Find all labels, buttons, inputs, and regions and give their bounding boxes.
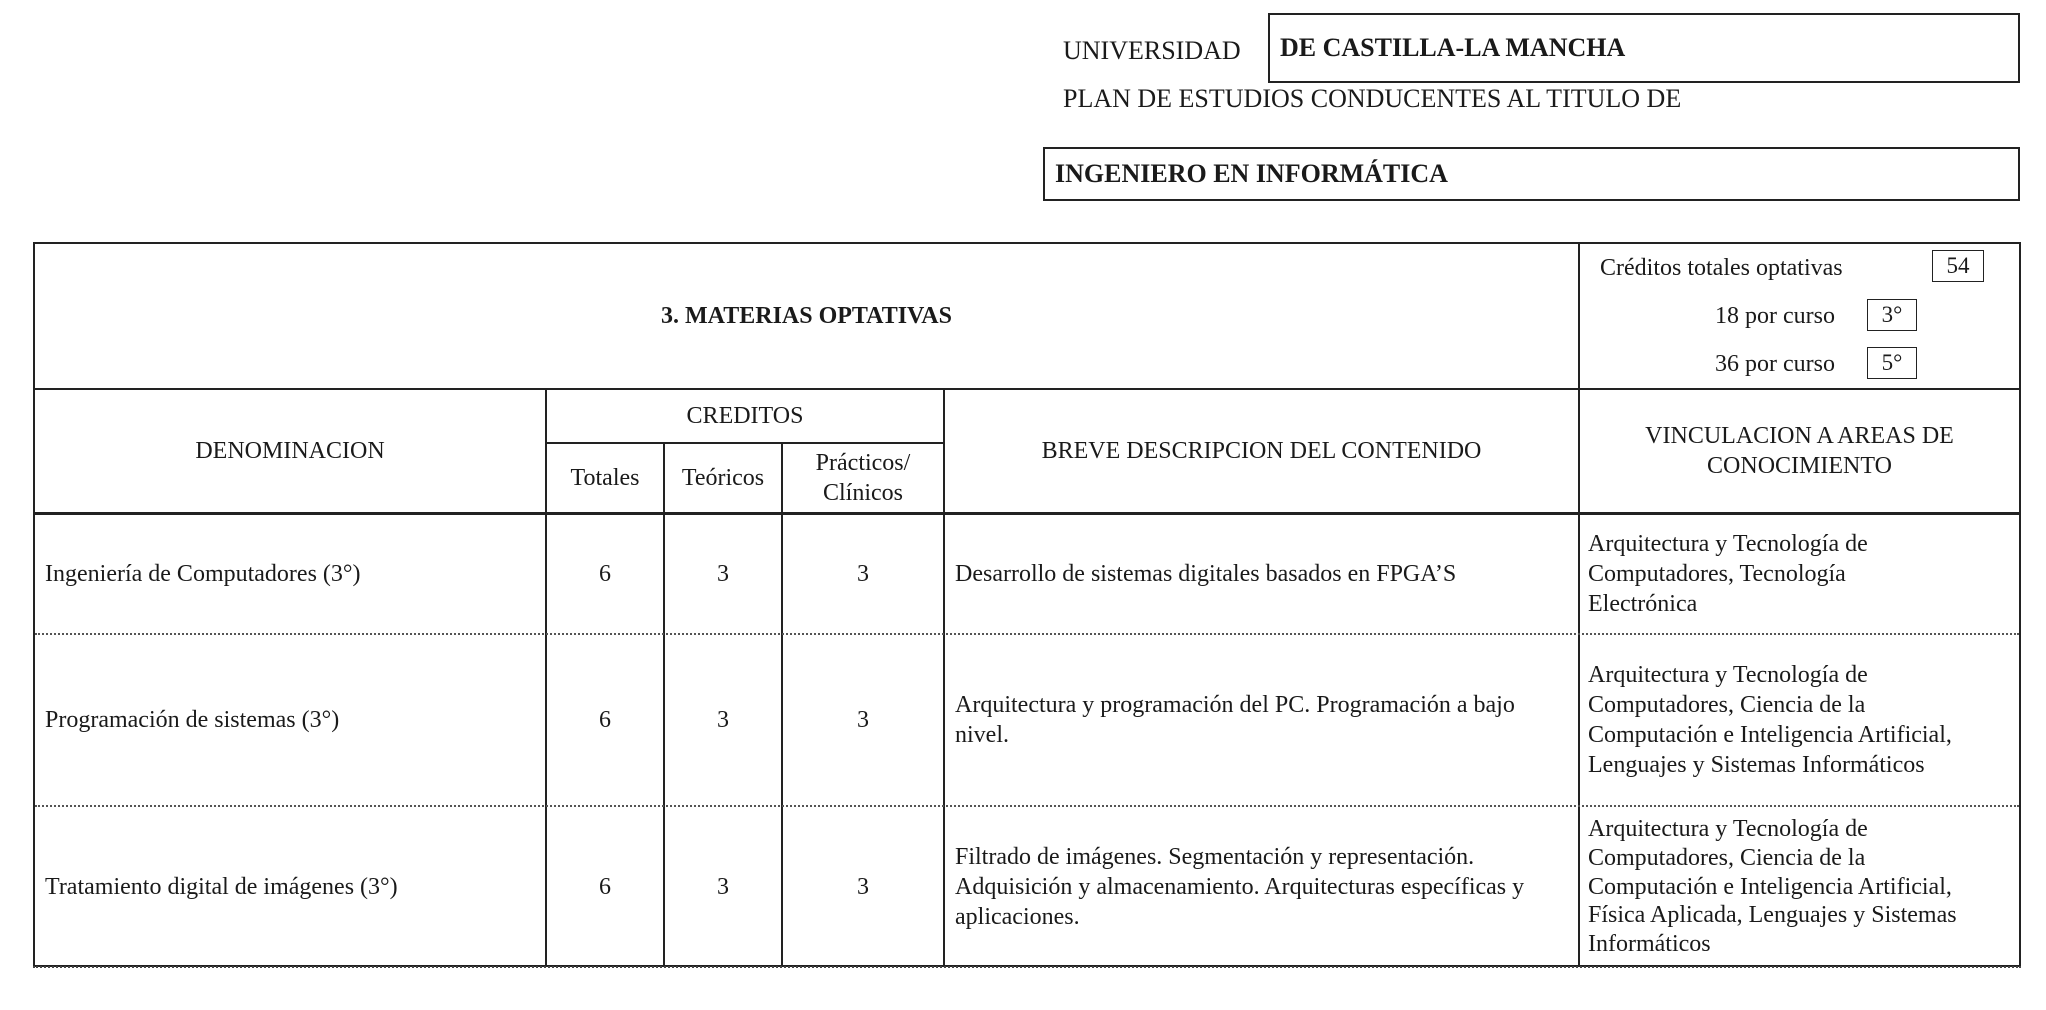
- row-1-vinculacion: [1580, 515, 2019, 633]
- col-vinculacion-line1: VINCULACION A AREAS DE: [1645, 423, 1954, 449]
- row-3-teoricos: 3: [717, 874, 729, 900]
- row-2-teoricos: 3: [717, 707, 729, 733]
- row-2-descripcion-line2: nivel.: [955, 722, 1009, 748]
- row-3-practicos: 3: [857, 874, 869, 900]
- col-vinculacion-line2: CONOCIMIENTO: [1707, 453, 1892, 479]
- row-3-vinculacion-line2: Computadores, Ciencia de la: [1588, 844, 1866, 871]
- titulo-field: INGENIERO EN INFORMÁTICA: [1043, 147, 2020, 201]
- row-3-vinculacion-line4: Física Aplicada, Lenguajes y Sistemas: [1588, 902, 1957, 929]
- table-bottom-edge: [33, 966, 2021, 968]
- col-descripcion: BREVE DESCRIPCION DEL CONTENIDO: [1041, 438, 1482, 464]
- col-practicos-line1: Prácticos/: [815, 450, 911, 476]
- row-2-descripcion: [945, 635, 1578, 805]
- col-practicos: [783, 444, 943, 512]
- row-3-descripcion: [945, 807, 1578, 967]
- row-2-totales: 6: [599, 707, 611, 733]
- materias-optativas-table: [33, 242, 2021, 967]
- col-creditos: CREDITOS: [686, 403, 804, 429]
- creditos-totales-value: 54: [1932, 250, 1984, 282]
- row-2-vinculacion: [1580, 635, 2019, 805]
- curso-row-1-label: 18 por curso: [1715, 303, 1835, 329]
- row-1-vinculacion-line2: Computadores, Tecnología: [1588, 561, 1846, 587]
- universidad-label: UNIVERSIDAD: [1063, 36, 1241, 65]
- curso-row-2-value: 5°: [1867, 347, 1917, 379]
- row-3-denominacion: Tratamiento digital de imágenes (3°): [45, 874, 398, 900]
- universidad-field: DE CASTILLA-LA MANCHA: [1268, 13, 2020, 83]
- plan-label: PLAN DE ESTUDIOS CONDUCENTES AL TITULO DE: [1063, 84, 1682, 113]
- col-vinculacion: [1580, 390, 2019, 512]
- col-practicos-line2: Clínicos: [822, 480, 903, 506]
- row-2-vinculacion-line3: Computación e Inteligencia Artificial,: [1588, 722, 1952, 748]
- row-1-vinculacion-line1: Arquitectura y Tecnología de: [1588, 531, 1868, 557]
- row-1-practicos: 3: [857, 561, 869, 587]
- row-3-descripcion-line3: aplicaciones.: [955, 904, 1080, 930]
- col-totales: Totales: [570, 465, 640, 491]
- row-1-teoricos: 3: [717, 561, 729, 587]
- row-2-vinculacion-line4: Lenguajes y Sistemas Informáticos: [1588, 752, 1925, 778]
- row-3-vinculacion: [1580, 807, 2019, 967]
- curso-row-2-label: 36 por curso: [1715, 351, 1835, 377]
- row-3-vinculacion-line5: Informáticos: [1588, 931, 1711, 958]
- col-denominacion: DENOMINACION: [195, 438, 385, 464]
- row-3-vinculacion-line1: Arquitectura y Tecnología de: [1588, 816, 1868, 842]
- section-title: 3. MATERIAS OPTATIVAS: [661, 303, 952, 329]
- row-3-descripcion-line2: Adquisición y almacenamiento. Arquitecturas específicas y: [955, 874, 1525, 900]
- row-2-vinculacion-line1: Arquitectura y Tecnología de: [1588, 662, 1868, 688]
- row-3-totales: 6: [599, 874, 611, 900]
- row-2-descripcion-line1: Arquitectura y programación del PC. Programación a bajo: [955, 692, 1515, 718]
- curso-row-1-value: 3°: [1867, 299, 1917, 331]
- row-2-denominacion: Programación de sistemas (3°): [45, 707, 340, 733]
- row-2-practicos: 3: [857, 707, 869, 733]
- row-1-vinculacion-line3: Electrónica: [1588, 591, 1698, 617]
- row-2-vinculacion-line2: Computadores, Ciencia de la: [1588, 692, 1866, 718]
- col-teoricos: Teóricos: [681, 465, 765, 491]
- row-1-totales: 6: [599, 561, 611, 587]
- row-1-denominacion: Ingeniería de Computadores (3°): [45, 561, 361, 587]
- row-3-descripcion-line1: Filtrado de imágenes. Segmentación y representación.: [955, 844, 1475, 870]
- creditos-totales-label: Créditos totales optativas: [1600, 255, 1843, 281]
- row-1-descripcion: Desarrollo de sistemas digitales basados en FPGA’S: [955, 561, 1457, 587]
- row-3-vinculacion-line3: Computación e Inteligencia Artificial,: [1588, 873, 1952, 900]
